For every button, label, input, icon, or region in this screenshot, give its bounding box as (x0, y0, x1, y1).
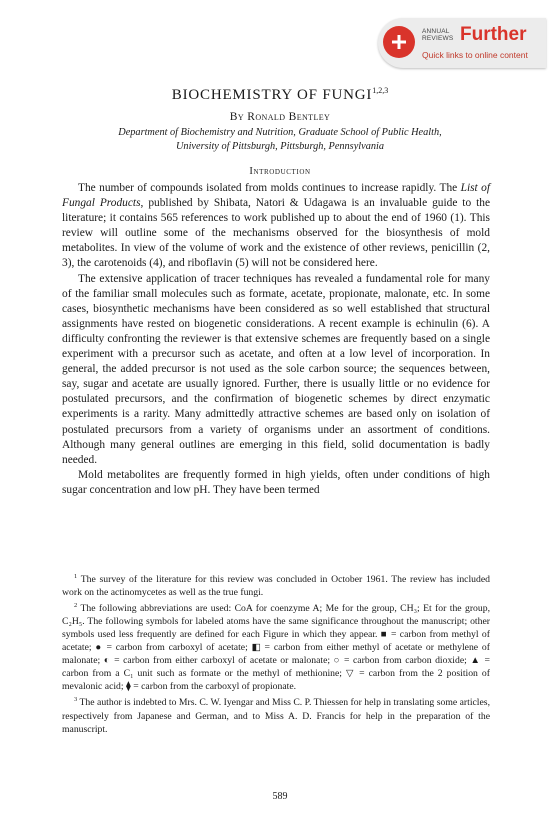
body-text (62, 181, 490, 498)
paragraph-1-pre: The number of compounds isolated from molds continues to increase rapidly. The (78, 182, 461, 194)
footnote-1-text: The survey of the literature for this review was concluded in October 1961. The review has included work on the actinomycetes as well as the true fungi. (62, 574, 490, 599)
footnote-1 (62, 570, 490, 599)
footnote-2-number: 2 (74, 602, 78, 610)
badge-brand: Further (460, 24, 527, 45)
title-footnote-refs: 1,2,3 (372, 86, 389, 95)
footnote-2-text: The following abbreviations are used: CoA for coenzyme A; Me for the group, CH₃; Et for the group, C₂H₅. The following symbols for labeled atoms have the same significance throughout the manuscript; other symbols used less frequently are defined for each Figure in which they appear. ■ = carbon from methyl of acetate; ● = carbon from carboxyl of acetate; ◧ = carbon from either methyl of acetate or methylene of malonate; ◐ = carbon from either carboxyl of acetate or malonate; ○ = carbon from carbon dioxide; ▲ = carbon from a C₁ unit such as formate or the methyl of methionine; ▽ = carbon from the 2 position of mevalonic acid; ⧫ = carbon from the carboxyl of propionate. (62, 603, 490, 693)
footnote-3-number: 3 (74, 696, 78, 704)
paragraph-3: Mold metabolites are frequently formed in high yields, often under conditions of high sugar concentration and low pH. They have been termed (62, 468, 490, 496)
section-heading: Introduction (249, 166, 311, 177)
paragraph-1-post: , published by Shibata, Natori & Udagawa is an invaluable guide to the literature; it contains 565 references to work published up to about the end of 1960 (1). This review will outline some of the mechanisms observed for the biosynthesis of mold metabolites. In view of the volume of work and the existence of other reviews, penicillin (2, 3), the carotenoids (4), and riboflavin (5) will not be considered here. (62, 197, 491, 270)
author-line: By Ronald Bentley (229, 111, 331, 123)
affiliation-line-1: Department of Biochemistry and Nutrition, Graduate School of Public Health, (118, 127, 442, 138)
paragraph-2: The extensive application of tracer techniques has revealed a fundamental role for many of the familiar small molecules such as formate, acetate, propionate, malonate, etc. In some cases, biosynthetic mechanisms have been considered as so well established that structural assignments have rested on biogenetic considerations. A recent example is echinulin (6). A difficulty confronting the reviewer is that extensive schemes are frequently based on a single experiment with a precursor such as acetate, and often at a low level of incorporation. In general, the added precursor is not used as the sole carbon source; the sequences between, say, sugar and acetate are usually ignored. Further, there is usually little or no evidence for postulated precursors, and the confirmation of biogenetic schemes by direct enzymatic experiments is a rarity. Many admittedly attractive schemes are based only on isolation of postulated precursors from a variety of organisms under an assortment of conditions. Although many general outlines are emerging in this field, solid documentation is badly needed. (62, 272, 490, 466)
footnote-2 (62, 599, 490, 693)
badge-subtitle[interactable]: Quick links to online content (422, 50, 528, 60)
paragraph-1 (62, 181, 490, 272)
article-title-text: BIOCHEMISTRY OF FUNGI (171, 87, 373, 103)
article-title (0, 86, 560, 104)
affiliation (40, 126, 520, 154)
footnote-1-number: 1 (74, 573, 78, 580)
page-number: 589 (272, 791, 288, 802)
affiliation-line-2: University of Pittsburgh, Pittsburgh, Pennsylvania (175, 141, 384, 152)
footnote-3-text: The author is indebted to Mrs. C. W. Iyengar and Miss C. P. Thiessen for help in translating some articles, respectively from Japanese and German, and to Miss A. D. Francis for help in the preparation of the manuscript. (62, 697, 490, 735)
footnotes (62, 570, 490, 736)
further-badge[interactable] (378, 18, 546, 68)
cited-book-title: List of Fungal Products (62, 182, 490, 210)
badge-org-name: ANNUAL REVIEWS (422, 28, 454, 42)
plus-icon (383, 26, 415, 58)
footnote-3 (62, 693, 490, 735)
